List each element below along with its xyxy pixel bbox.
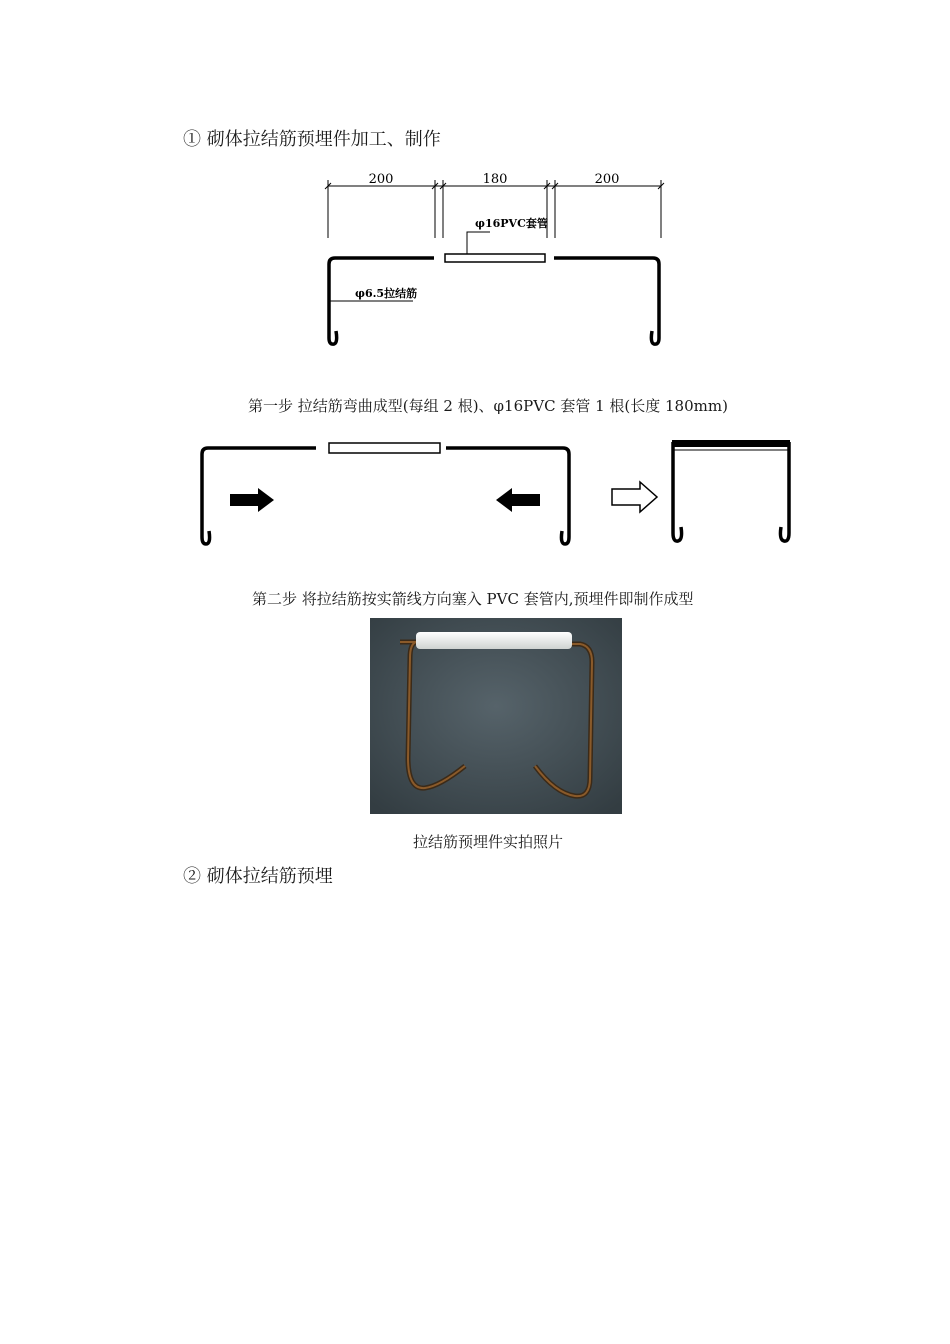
push-right-arrow-icon [230,488,274,512]
section-1-heading: ① 砌体拉结筋预埋件加工、制作 [183,129,441,150]
dim-left-label: 200 [368,172,394,187]
push-left-arrow-icon [496,488,540,512]
caption-step-1: 第一步 拉结筋弯曲成型(每组 2 根)、φ16PVC 套管 1 根(长度 180mm) [248,397,728,415]
rebar-dimension-drawing [315,168,675,353]
right-rebar [554,258,659,344]
pvc-sleeve [445,254,545,262]
pvc-sleeve-label: φ16PVC套管 [475,217,548,230]
rebar-photo [370,618,622,814]
rebar-label: φ6.5拉结筋 [355,287,418,300]
section-2-heading: ② 砌体拉结筋预埋 [183,866,333,887]
caption-photo: 拉结筋预埋件实拍照片 [413,833,564,851]
assembly-step-drawing [192,434,812,552]
dim-middle-label: 180 [482,172,508,187]
pvc-sleeve-step2 [329,443,440,453]
result-arrow-icon [612,482,657,512]
caption-step-2: 第二步 将拉结筋按实箭线方向塞入 PVC 套管内,预埋件即制作成型 [252,590,694,608]
dim-right-label: 200 [594,172,620,187]
